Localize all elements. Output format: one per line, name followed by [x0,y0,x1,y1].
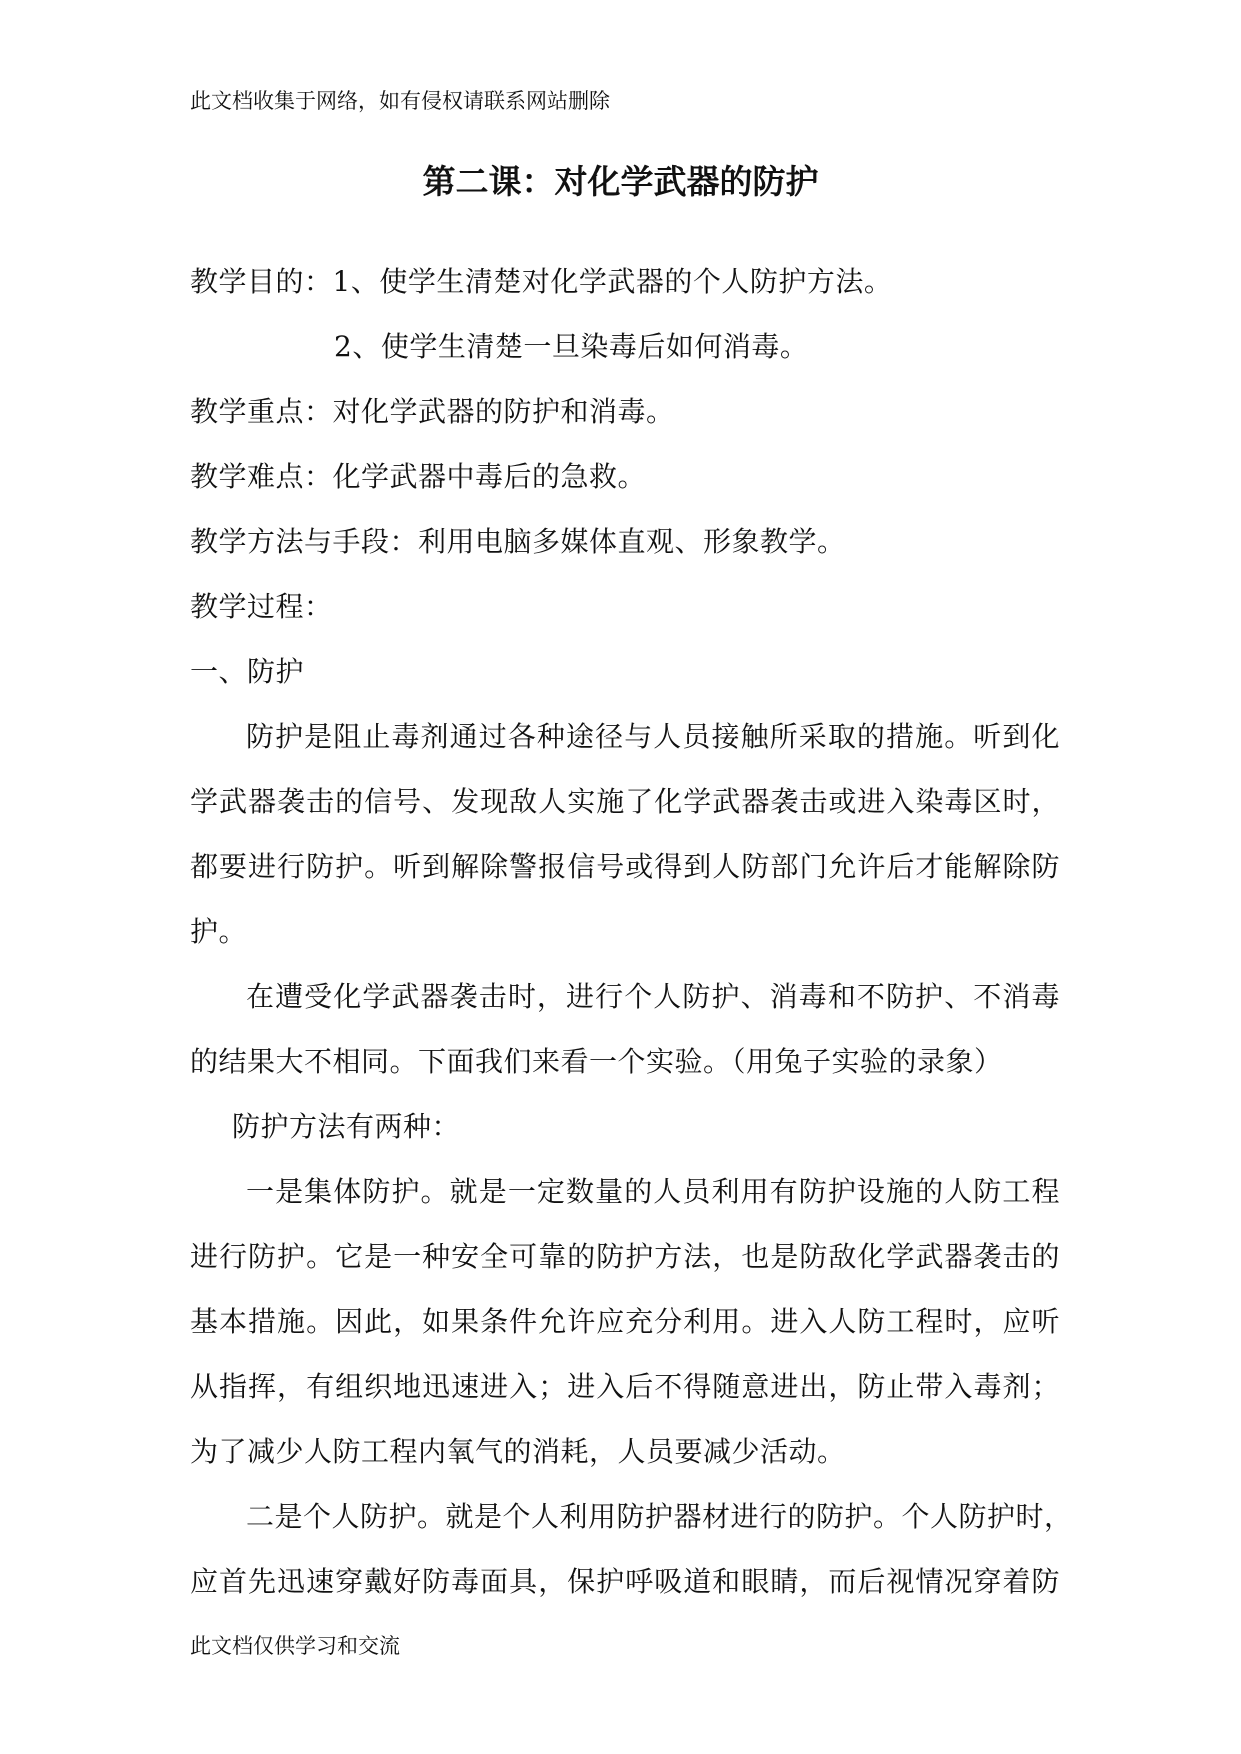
paragraph-2-line-2: 的结果大不相同。下面我们来看一个实验。（用兔子实验的录象） [190,1045,1003,1078]
paragraph-4-line-1: 一是集体防护。就是一定数量的人员利用有防护设施的人防工程 [246,1175,1060,1208]
paragraph-4-line-3: 基本措施。因此，如果条件允许应充分利用。进入人防工程时，应听 [190,1305,1060,1338]
page-title: 第二课：对化学武器的防护 [422,162,819,201]
paragraph-2-line-1: 在遭受化学武器袭击时，进行个人防护、消毒和不防护、不消毒 [246,980,1060,1013]
paragraph-1-line-1: 防护是阻止毒剂通过各种途径与人员接触所采取的措施。听到化 [246,720,1060,753]
paragraph-4-line-4: 从指挥，有组织地迅速进入；进入后不得随意进出，防止带入毒剂； [190,1370,1060,1403]
paragraph-1-line-3: 都要进行防护。听到解除警报信号或得到人防部门允许后才能解除防 [190,850,1060,883]
paragraph-5-line-1: 二是个人防护。就是个人利用防护器材进行的防护。个人防护时， [246,1500,1073,1533]
paragraph-5-line-2: 应首先迅速穿戴好防毒面具，保护呼吸道和眼睛，而后视情况穿着防 [190,1565,1060,1598]
header-note: 此文档收集于网络，如有侵权请联系网站删除 [190,89,610,113]
footer-note: 此文档仅供学习和交流 [190,1634,400,1658]
paragraph-1-line-4: 护。 [190,915,248,948]
paragraph-3-line-1: 防护方法有两种： [232,1110,461,1143]
paragraph-4-line-5: 为了减少人防工程内氧气的消耗，人员要减少活动。 [190,1435,846,1468]
objectives-line-1: 教学目的：1、使学生清楚对化学武器的个人防护方法。 [190,265,893,298]
paragraph-4-line-2: 进行防护。它是一种安全可靠的防护方法，也是防敌化学武器袭击的 [190,1240,1060,1273]
section-heading: 一、防护 [190,655,305,688]
method-line: 教学方法与手段：利用电脑多媒体直观、形象教学。 [190,525,846,558]
process-line: 教学过程： [190,590,333,623]
difficulty-line: 教学难点：化学武器中毒后的急救。 [190,460,647,493]
paragraph-1-line-2: 学武器袭击的信号、发现敌人实施了化学武器袭击或进入染毒区时， [190,785,1060,818]
key-point-line: 教学重点：对化学武器的防护和消毒。 [190,395,675,428]
objectives-line-2: 2、使学生清楚一旦染毒后如何消毒。 [334,330,809,363]
